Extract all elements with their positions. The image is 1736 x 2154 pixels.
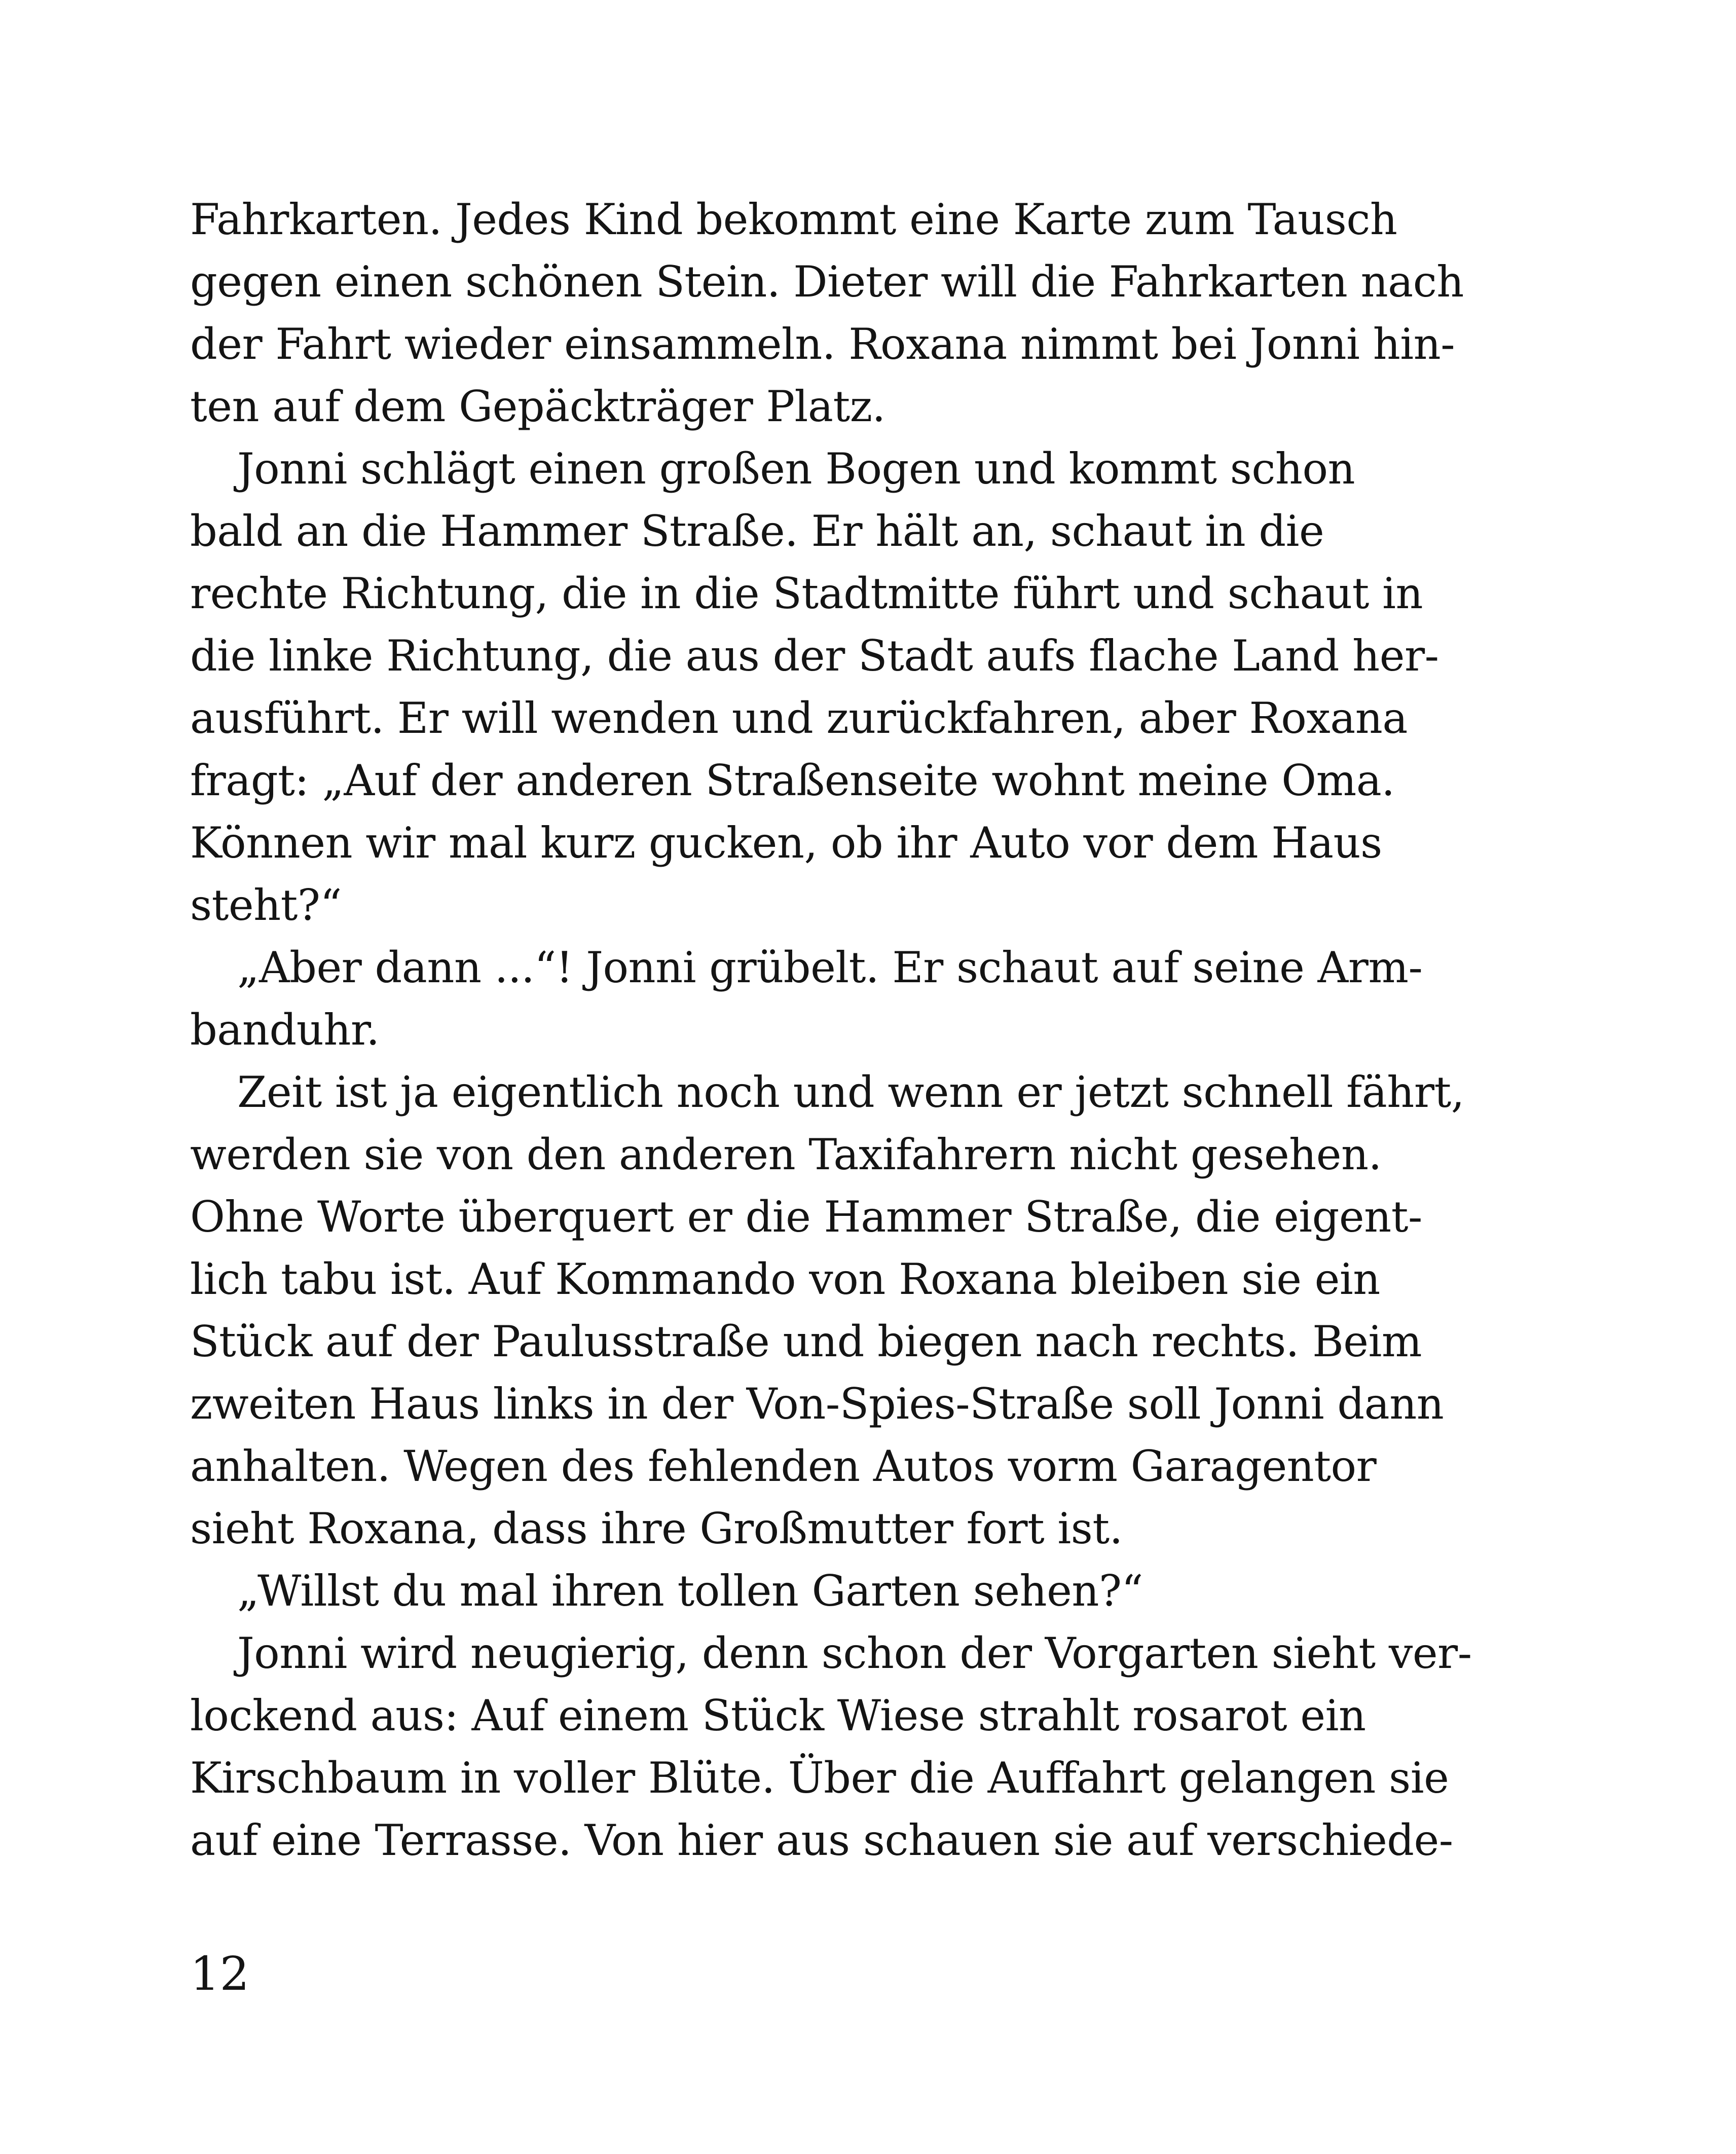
text-line: Stück auf der Paulusstraße und biegen nach rechts. Beim: [190, 1317, 1422, 1366]
text-line: Jonni schlägt einen großen Bogen und kommt schon: [237, 444, 1355, 494]
text-line: ausführt. Er will wenden und zurückfahren, aber Roxana: [190, 693, 1408, 743]
text-line: Fahrkarten. Jedes Kind bekommt eine Karte zum Tausch: [190, 195, 1397, 244]
text-line: lockend aus: Auf einem Stück Wiese strahlt rosarot ein: [190, 1691, 1366, 1740]
text-line: Jonni wird neugierig, denn schon der Vorgarten sieht ver-: [237, 1628, 1472, 1678]
text-line: Können wir mal kurz gucken, ob ihr Auto vor dem Haus: [190, 818, 1382, 868]
text-line: steht?“: [190, 880, 342, 930]
text-line: rechte Richtung, die in die Stadtmitte führt und schaut in: [190, 569, 1423, 618]
text-line: werden sie von den anderen Taxifahrern nicht gesehen.: [190, 1130, 1382, 1179]
text-line: banduhr.: [190, 1005, 380, 1055]
text-line: zweiten Haus links in der Von-Spies-Straße soll Jonni dann: [190, 1379, 1444, 1429]
text-line: „Aber dann ...“! Jonni grübelt. Er schaut auf seine Arm-: [237, 943, 1423, 992]
text-line: lich tabu ist. Auf Kommando von Roxana bleiben sie ein: [190, 1254, 1380, 1304]
text-line: sieht Roxana, dass ihre Großmutter fort ist.: [190, 1504, 1123, 1553]
text-line: der Fahrt wieder einsammeln. Roxana nimmt bei Jonni hin-: [190, 319, 1455, 369]
text-line: die linke Richtung, die aus der Stadt aufs flache Land her-: [190, 631, 1439, 681]
text-line: ten auf dem Gepäckträger Platz.: [190, 382, 885, 431]
text-line: auf eine Terrasse. Von hier aus schauen sie auf verschiede-: [190, 1815, 1453, 1865]
text-line: gegen einen schönen Stein. Dieter will die Fahrkarten nach: [190, 257, 1464, 307]
text-line: anhalten. Wegen des fehlenden Autos vorm Garagentor: [190, 1441, 1377, 1491]
text-line: Ohne Worte überquert er die Hammer Straße, die eigent-: [190, 1192, 1422, 1242]
text-line: „Willst du mal ihren tollen Garten sehen?“: [237, 1566, 1143, 1616]
text-line: Kirschbaum in voller Blüte. Über die Auffahrt gelangen sie: [190, 1753, 1449, 1803]
text-line: bald an die Hammer Straße. Er hält an, schaut in die: [190, 506, 1324, 556]
page-number: 12: [190, 1947, 250, 2001]
text-line: fragt: „Auf der anderen Straßenseite wohnt meine Oma.: [190, 756, 1395, 805]
text-line: Zeit ist ja eigentlich noch und wenn er jetzt schnell fährt,: [237, 1067, 1465, 1117]
